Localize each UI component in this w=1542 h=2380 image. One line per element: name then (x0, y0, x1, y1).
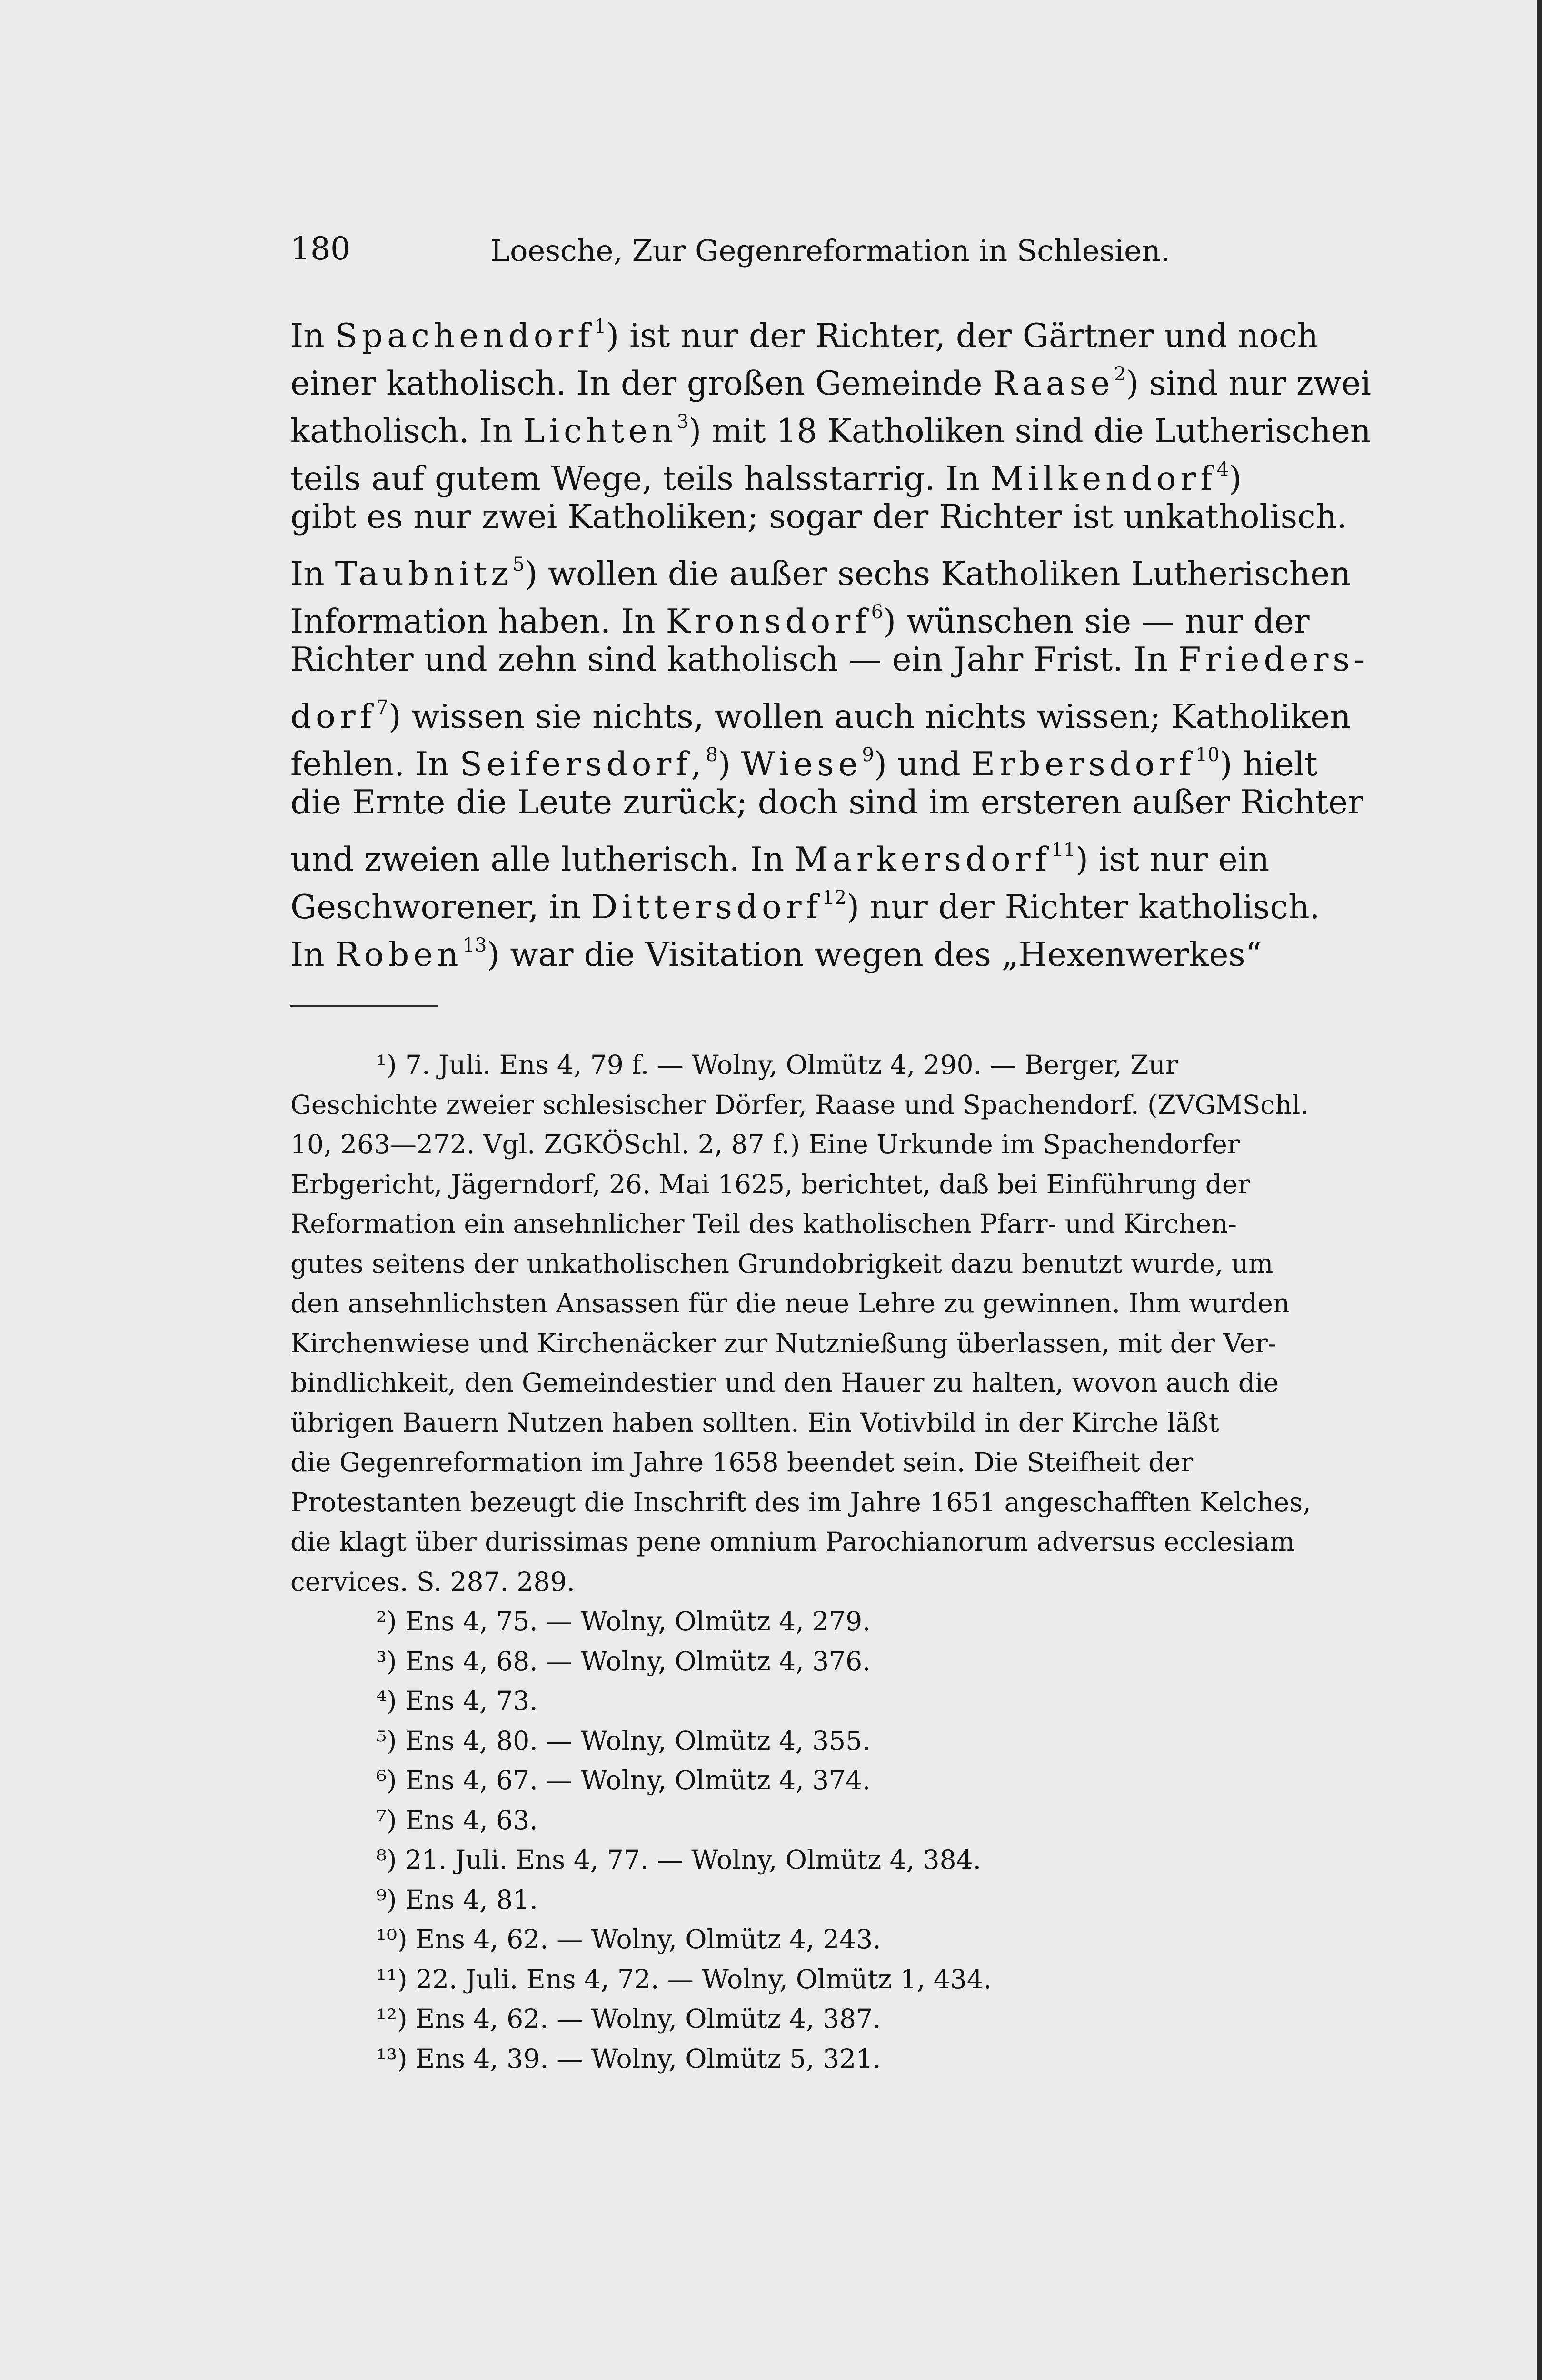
footnote-line: übrigen Bauern Nutzen haben sollten. Ein Votivbild in der Kirche läßt (290, 1407, 1219, 1438)
text-run: Geschworener, in (290, 888, 591, 926)
footnote-line: Kirchenwiese und Kirchenäcker zur Nutznießung überlassen, mit der Ver- (290, 1328, 1277, 1359)
footnote-list (290, 1602, 1371, 2079)
text-run: die Ernte die Leute zurück; doch sind im ersteren außer Richter (290, 783, 1363, 822)
footnote-item: ⁶) Ens 4, 67. — Wolny, Olmütz 4, 374. (376, 1765, 871, 1795)
footnote-ref: 9 (862, 744, 874, 766)
text-run: gibt es nur zwei Katholiken; sogar der Richter ist unkatholisch. (290, 498, 1347, 536)
text-line (290, 303, 1371, 355)
text-run: ) nur der Richter katholisch. (846, 888, 1320, 926)
text-line (290, 541, 1371, 593)
text-run: ) und (874, 745, 971, 783)
footnote-item: ⁴) Ens 4, 73. (376, 1686, 538, 1716)
text-run: katholisch. In (290, 412, 524, 450)
text-run: ) mit 18 Katholiken sind die Lutherischen (688, 412, 1371, 450)
footnote-1 (290, 1045, 1371, 1602)
place-name: Lichten (523, 412, 677, 450)
text-run: Richter und zehn sind katholisch — ein Jahr Frist. In (290, 641, 1178, 679)
text-run: ) wollen die außer sechs Katholiken Lutherischen (525, 555, 1351, 593)
footnote-line: gutes seitens der unkatholischen Grundobrigkeit dazu benutzt wurde, um (290, 1248, 1273, 1279)
footnote-item: ⁵) Ens 4, 80. — Wolny, Olmütz 4, 355. (376, 1725, 871, 1756)
text-line (290, 350, 1371, 403)
place-name: Frieders- (1178, 641, 1370, 679)
footnote-line: 10, 263—272. Vgl. ZGKÖSchl. 2, 87 f.) Eine Urkunde im Spachendorfer (290, 1129, 1240, 1160)
footnote-line: Geschichte zweier schlesischer Dörfer, Raase und Spachendorf. (ZVGMSchl. (290, 1089, 1309, 1120)
footnote-line: ¹) 7. Juli. Ens 4, 79 f. — Wolny, Olmütz 4, 290. — Berger, Zur (376, 1050, 1178, 1080)
footnote-ref: 6 (871, 601, 884, 623)
text-line (290, 398, 1371, 450)
place-name: Raase (993, 365, 1114, 403)
text-line (290, 493, 1371, 541)
place-name: Roben (335, 936, 463, 974)
footnote-ref: 2 (1114, 363, 1126, 385)
footnote-ref: 3 (676, 411, 689, 433)
place-name: Taubnitz (335, 555, 513, 593)
footnote-item: ¹¹) 22. Juli. Ens 4, 72. — Wolny, Olmütz 1, 434. (376, 1964, 992, 1994)
footnote-item: ¹⁰) Ens 4, 62. — Wolny, Olmütz 4, 243. (376, 1924, 881, 1954)
text-run: In (290, 936, 335, 974)
text-line (290, 922, 1371, 974)
footnote-ref: 1 (594, 316, 607, 337)
text-line (290, 779, 1371, 826)
text-line (290, 636, 1371, 684)
footnote-line: bindlichkeit, den Gemeindestier und den Hauer zu halten, wovon auch die (290, 1368, 1279, 1398)
text-run: ) sind nur zwei (1126, 365, 1371, 403)
text-run: ) ist nur der Richter, der Gärtner und noch (606, 317, 1319, 355)
text-run: fehlen. In (290, 745, 460, 783)
text-run: teils auf gutem Wege, teils halsstarrig. In (290, 460, 990, 498)
footnote-item: ³) Ens 4, 68. — Wolny, Olmütz 4, 376. (376, 1646, 871, 1676)
main-text (290, 303, 1371, 974)
footnotes (290, 1045, 1371, 2079)
footnote-ref: 4 (1216, 458, 1229, 480)
footnote-line: die Gegenreformation im Jahre 1658 beendet sein. Die Steifheit der (290, 1447, 1194, 1478)
text-run: und zweien alle lutherisch. In (290, 841, 795, 879)
footnote-ref: 7 (376, 696, 388, 718)
footnote-line: den ansehnlichsten Ansassen für die neue Lehre zu gewinnen. Ihm wurden (290, 1288, 1290, 1319)
footnote-ref: 11 (1051, 839, 1076, 861)
text-run: In (290, 555, 335, 593)
text-line (290, 731, 1371, 783)
footnote-line: Protestanten bezeugt die Inschrift des im Jahre 1651 angeschafften Kelches, (290, 1487, 1311, 1517)
footnote-ref: 5 (512, 554, 525, 575)
place-name: Wiese (741, 745, 862, 783)
footnote-line: die klagt über durissimas pene omnium Parochianorum adversus ecclesiam (290, 1527, 1295, 1557)
text-run: ) ist nur ein (1075, 841, 1270, 879)
running-title: Loesche, Zur Gegenreformation in Schlesien. (490, 233, 1170, 268)
place-name: Seifersdorf, (459, 745, 706, 783)
footnote-ref: 12 (822, 887, 847, 909)
text-line (290, 826, 1371, 879)
text-run: Information haben. In (290, 603, 666, 641)
place-name: Spachendorf (335, 317, 594, 355)
footnote-item: ¹³) Ens 4, 39. — Wolny, Olmütz 5, 321. (376, 2043, 881, 2074)
footnote-line: Reformation ein ansehnlicher Teil des katholischen Pfarr- und Kirchen- (290, 1209, 1237, 1239)
footnote-ref: 10 (1195, 744, 1220, 766)
place-name: Erbersdorf (971, 745, 1195, 783)
footnote-item: ⁷) Ens 4, 63. (376, 1805, 538, 1835)
place-name: Markersdorf (795, 841, 1052, 879)
footnote-separator (290, 1005, 438, 1007)
footnote-item: ²) Ens 4, 75. — Wolny, Olmütz 4, 279. (376, 1606, 871, 1636)
text-run: In (290, 317, 335, 355)
text-line (290, 684, 1371, 736)
place-name: Milkendorf (990, 460, 1217, 498)
text-run: einer katholisch. In der großen Gemeinde (290, 365, 993, 403)
page-number: 180 (290, 230, 350, 267)
text-run: ) wissen sie nichts, wollen auch nichts wissen; Katholiken (388, 698, 1351, 736)
page-edge (1537, 0, 1542, 2380)
text-run: ) (717, 745, 741, 783)
place-name: Dittersdorf (591, 888, 823, 926)
footnote-line: cervices. S. 287. 289. (290, 1566, 575, 1597)
footnote-line: Erbgericht, Jägerndorf, 26. Mai 1625, berichtet, daß bei Einführung der (290, 1169, 1250, 1200)
text-line (290, 874, 1371, 926)
text-line (290, 588, 1371, 641)
footnote-item: ¹²) Ens 4, 62. — Wolny, Olmütz 4, 387. (376, 2003, 881, 2034)
page-header (290, 228, 1366, 270)
text-run: ) (1229, 460, 1242, 498)
footnote-item: ⁸) 21. Juli. Ens 4, 77. — Wolny, Olmütz 4, 384. (376, 1844, 982, 1875)
footnote-item: ⁹) Ens 4, 81. (376, 1884, 538, 1915)
place-name: dorf (290, 698, 377, 736)
text-run: ) war die Visitation wegen des „Hexenwerkes“ (487, 936, 1262, 974)
place-name: Kronsdorf (666, 603, 871, 641)
text-line (290, 446, 1371, 498)
text-run: ) hielt (1219, 745, 1318, 783)
footnote-ref: 8 (706, 744, 718, 766)
text-run: ) wünschen sie — nur der (883, 603, 1310, 641)
footnote-ref: 13 (462, 934, 487, 956)
